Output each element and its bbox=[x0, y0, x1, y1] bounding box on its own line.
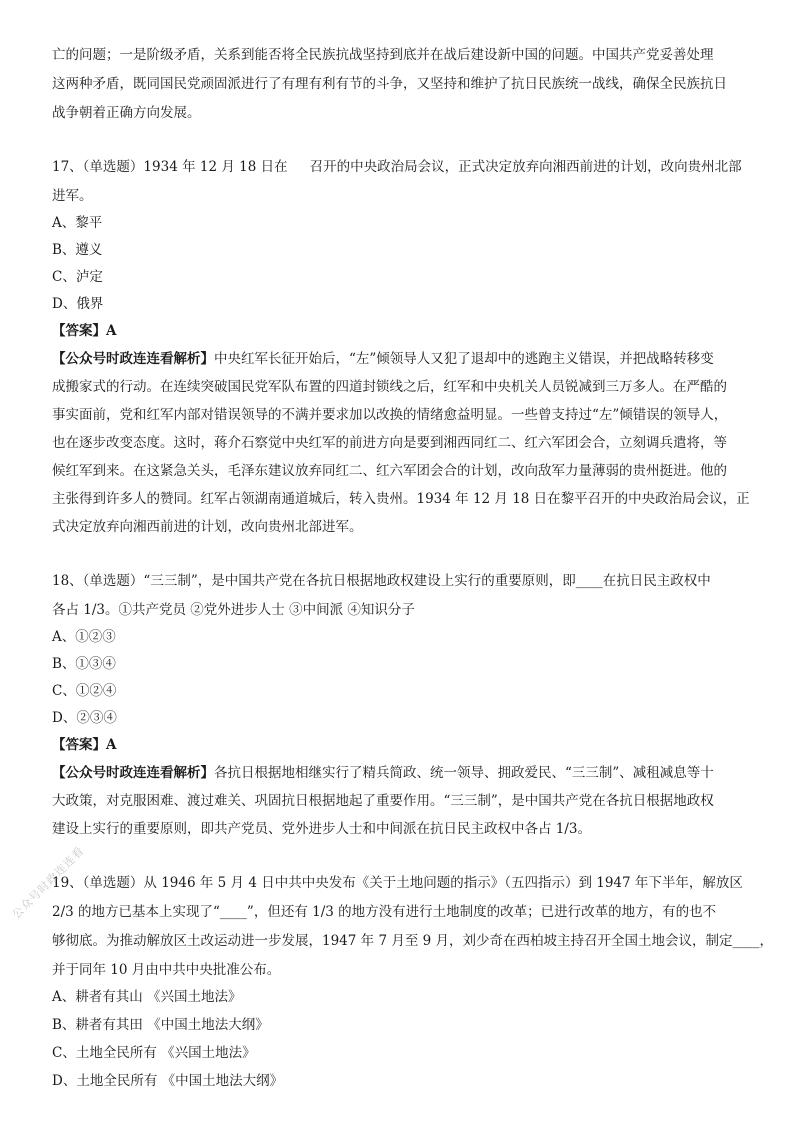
option-c: C、①②④ bbox=[52, 683, 117, 699]
explanation-tag: 【公众号时政连连看解析】 bbox=[52, 351, 214, 367]
option-d: D、②③④ bbox=[52, 710, 117, 726]
option-a: A、①②③ bbox=[52, 629, 116, 645]
option-b: B、①③④ bbox=[52, 656, 116, 672]
explanation-line: 成搬家式的行动。在连续突破国民党军队布置的四道封锁线之后，红军和中央机关人员锐减到三万多人。在严酷的 bbox=[52, 379, 727, 395]
option-c: C、泸定 bbox=[52, 269, 103, 285]
explanation-line: 候红军到来。在这紧急关头，毛泽东建议放弃同红二、红六军团会合的计划，改向敌军力量薄弱的贵州挺进。他的 bbox=[52, 463, 727, 479]
explanation-line: 主张得到许多人的赞同。红军占领湖南通道城后，转入贵州。1934 年 12 月 18 日在黎平召开的中央政治局会议，正 bbox=[52, 491, 750, 507]
intro-line: 亡的问题；一是阶级矛盾，关系到能否将全民族抗战坚持到底并在战后建设新中国的问题。中国共产党妥善处理 bbox=[52, 47, 714, 63]
question-stem-cont: 并于同年 10 月由中共中央批准公布。 bbox=[52, 962, 281, 978]
option-d: D、俄界 bbox=[52, 296, 104, 312]
explanation-line bbox=[52, 346, 714, 372]
explanation-line: 事实面前，党和红军内部对错误领导的不满并要求加以改换的情绪愈益明显。一些曾支持过“左”倾错误的领导人， bbox=[52, 407, 728, 423]
explanation-tag: 【公众号时政连连看解析】 bbox=[52, 765, 214, 781]
explanation-text: 各抗日根据地相继实行了精兵简政、统一领导、拥政爱民、“三三制”、减租减息等十 bbox=[214, 765, 714, 781]
explanation-text: 中央红军长征开始后，“左”倾领导人又犯了退却中的逃跑主义错误，并把战略转移变 bbox=[214, 351, 714, 367]
option-b: B、耕者有其田 《中国土地法大纲》 bbox=[52, 1017, 269, 1033]
option-b: B、遵义 bbox=[52, 242, 103, 258]
option-d: D、土地全民所有 《中国土地法大纲》 bbox=[52, 1073, 284, 1089]
option-c: C、土地全民所有 《兴国土地法》 bbox=[52, 1045, 256, 1061]
question-stem-cont: 进军。 bbox=[52, 188, 93, 204]
question-stem-cont: 2/3 的地方已基本上实现了“____”，但还有 1/3 的地方没有进行土地制度的改革；已进行改革的地方，有的也不 bbox=[52, 904, 717, 920]
answer-label: 【答案】A bbox=[52, 737, 117, 753]
question-stem: 19、（单选题）从 1946 年 5 月 4 日中共中央发布《关于土地问题的指示》（五四指示）到 1947 年下半年，解放区 bbox=[52, 875, 743, 891]
watermark-text: 公众号时政连连看 bbox=[9, 844, 87, 922]
stem-part-a: 17、（单选题）1934 年 12 月 18 日在 bbox=[52, 159, 288, 175]
explanation-line: 式决定放弃向湘西前进的计划，改向贵州北部进军。 bbox=[52, 519, 363, 535]
option-a: A、黎平 bbox=[52, 215, 103, 231]
intro-line: 这两种矛盾，既同国民党顽固派进行了有理有利有节的斗争，又坚持和维护了抗日民族统一战线，确保全民族抗日 bbox=[52, 76, 727, 92]
explanation-line: 也在逐步改变态度。这时，蒋介石察觉中央红军的前进方向是要到湘西同红二、红六军团会合，立刻调兵遣将，等 bbox=[52, 435, 727, 451]
stem-part-b: 召开的中央政治局会议，正式决定放弃向湘西前进的计划，改向贵州北部 bbox=[309, 159, 742, 175]
question-stem-cont: 够彻底。为推动解放区土改运动进一步发展，1947 年 7 月至 9 月，刘少奇在西柏坡主持召开全国土地会议，制定____， bbox=[52, 933, 773, 949]
answer-label: 【答案】A bbox=[52, 323, 117, 339]
question-stem bbox=[52, 154, 742, 180]
question-stem: 18、（单选题）“三三制”，是中国共产党在各抗日根据地政权建设上实行的重要原则，即____在抗日民主政权中 bbox=[52, 573, 711, 589]
intro-line: 战争朝着正确方向发展。 bbox=[52, 105, 201, 121]
question-stem-cont: 各占 1/3。①共产党员 ②党外进步人士 ③中间派 ④知识分子 bbox=[52, 602, 415, 618]
explanation-line: 大政策，对克服困难、渡过难关、巩固抗日根据地起了重要作用。“三三制”，是中国共产党在各抗日根据地政权 bbox=[52, 793, 714, 809]
explanation-line: 建设上实行的重要原则，即共产党员、党外进步人士和中间派在抗日民主政权中各占 1/3。 bbox=[52, 821, 592, 837]
option-a: A、耕者有其山 《兴国土地法》 bbox=[52, 989, 242, 1005]
